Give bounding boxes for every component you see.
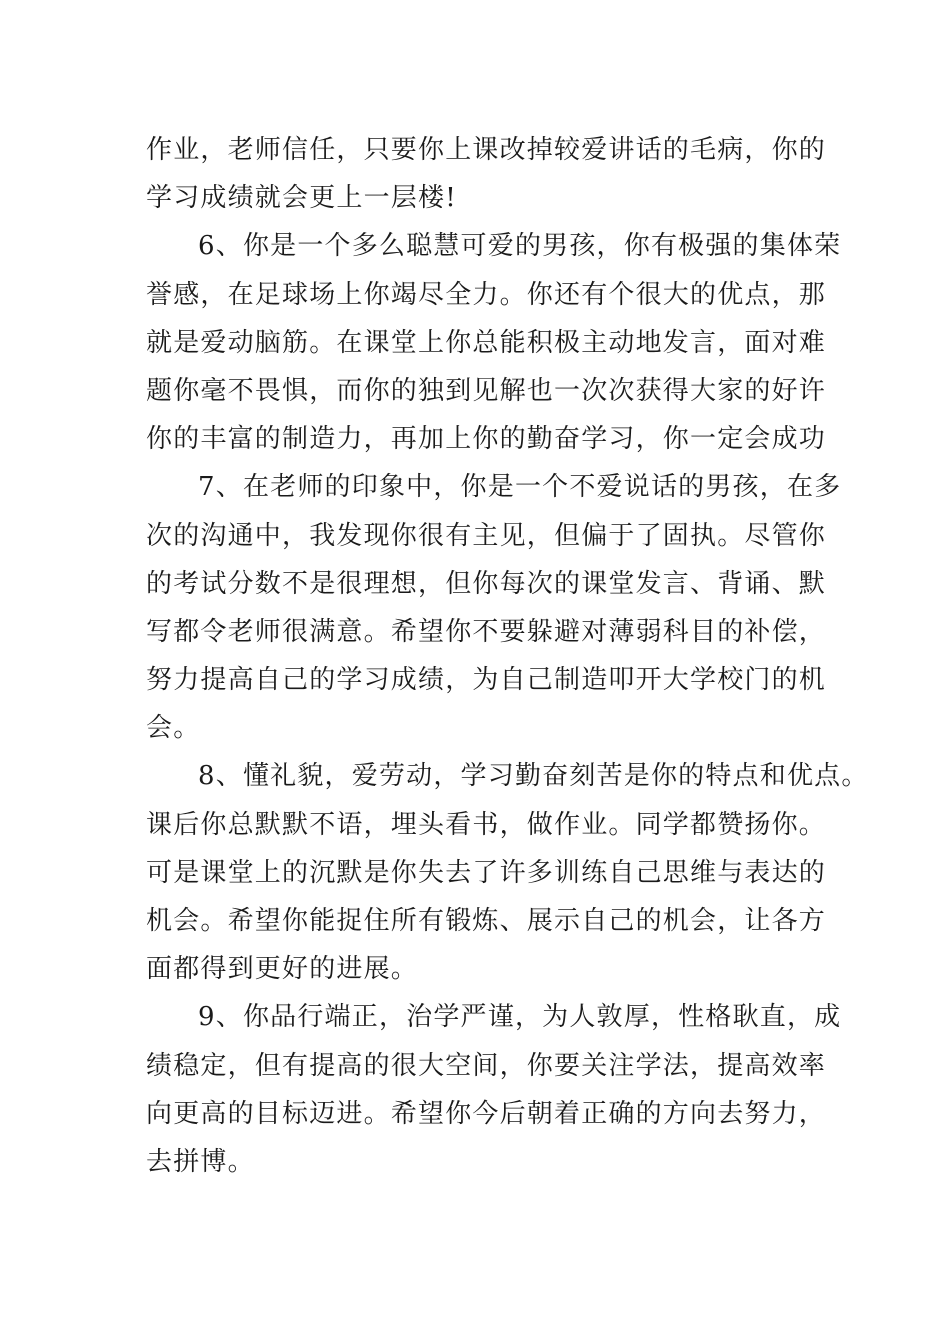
text-line: 写都令老师很满意。希望你不要躲避对薄弱科目的补偿，: [146, 616, 827, 647]
text-line: 面都得到更好的进展。: [146, 954, 419, 985]
document-body: [146, 126, 869, 1186]
paragraph-start-line: 7、在老师的印象中，你是一个不爱说话的男孩，在多: [198, 472, 842, 503]
text-line: 机会。希望你能捉住所有锻炼、展示自己的机会，让各方: [146, 906, 827, 936]
paragraph-start-line: 9、你品行端正，治学严谨，为人敦厚，性格耿直，成: [198, 1002, 842, 1033]
text-line: 誉感，在足球场上你竭尽全力。你还有个很大的优点，那: [146, 279, 827, 310]
text-line: 向更高的目标迈进。希望你今后朝着正确的方向去努力，: [146, 1098, 827, 1129]
paragraph-start-line: 8、懂礼貌，爱劳动，学习勤奋刻苦是你的特点和优点。: [198, 761, 869, 792]
text-line: 学习成绩就会更上一层楼!: [146, 183, 457, 214]
text-line: 努力提高自己的学习成绩，为自己制造叩开大学校门的机: [146, 665, 827, 696]
text-line: 可是课堂上的沉默是你失去了许多训练自己思维与表达的: [146, 857, 827, 888]
paragraph-start-line: 6、你是一个多么聪慧可爱的男孩，你有极强的集体荣: [198, 231, 842, 262]
text-line: 作业，老师信任，只要你上课改掉较爱讲话的毛病，你的: [146, 135, 827, 165]
text-line: 会。: [146, 713, 201, 744]
text-line: 绩稳定，但有提高的很大空间，你要关注学法，提高效率: [146, 1050, 827, 1081]
text-line: 题你毫不畏惧，而你的独到见解也一次次获得大家的好许: [146, 375, 827, 406]
text-line: 就是爱动脑筋。在课堂上你总能积极主动地发言，面对难: [146, 327, 827, 358]
text-line: 次的沟通中，我发现你很有主见，但偏于了固执。尽管你: [146, 520, 827, 551]
text-line: 的考试分数不是很理想，但你每次的课堂发言、背诵、默: [146, 568, 827, 599]
text-line: 你的丰富的制造力，再加上你的勤奋学习，你一定会成功: [146, 424, 827, 455]
text-line: 去拼博。: [146, 1146, 255, 1177]
text-line: 课后你总默默不语，埋头看书，做作业。同学都赞扬你。: [146, 809, 827, 840]
